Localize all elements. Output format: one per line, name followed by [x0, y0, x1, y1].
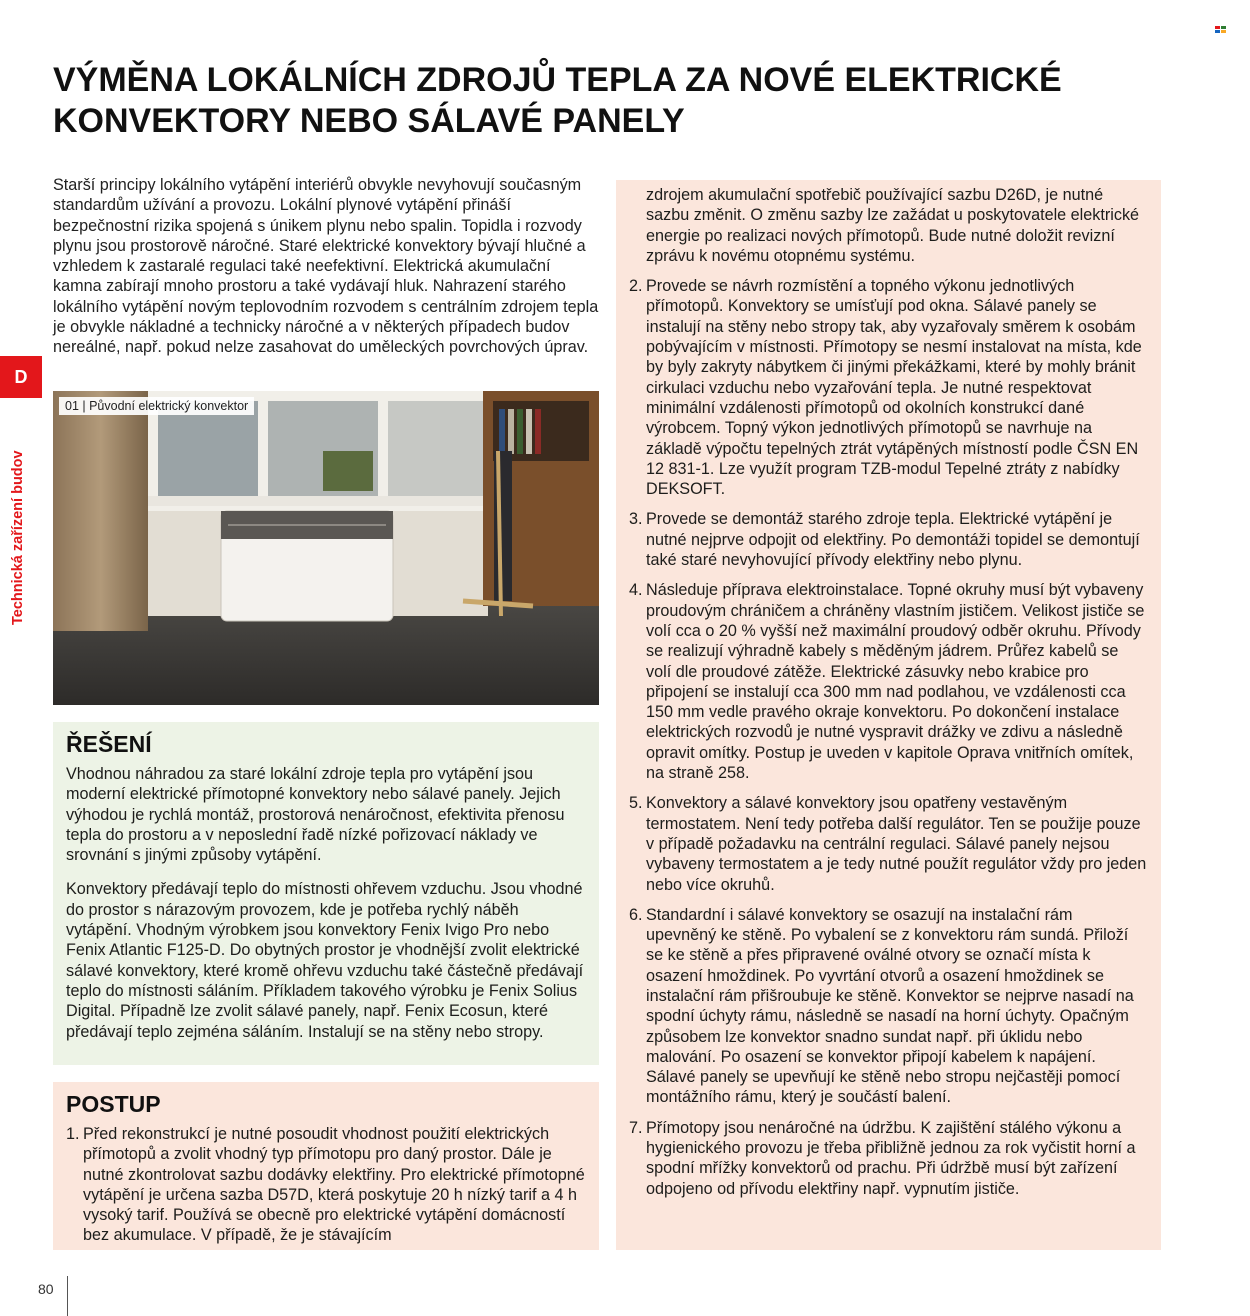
step-number: 5. [629, 794, 643, 813]
step-text: Následuje příprava elektroinstalace. Topné okruhy musí být vybaveny proudovým chráničem a chráněny vlastním jističem. Velikost jističe se volí cca o 20 % vyšší než maximální proudový odběr okruhu. Přívody se realizují výhradně kabely s měděným jádrem. Průřez kabelů se volí dle proudové zátěže. Elektrické zásuvky nebo krabice pro připojení se instalují cca 300 mm nad podlahou, ve vzdálenosti cca 150 mm vedle pravého okraje konvektoru. Po dokončení instalace elektrických rozvodů je nutné vyspravit drážky ve zdivu a následně opravit omítky. Postup je uveden v kapitole Oprava vnitřních omítek, na straně 258. [646, 581, 1145, 783]
step-number: 2. [629, 277, 643, 296]
page-number-rule [67, 1276, 68, 1316]
step-text: Před rekonstrukcí je nutné posoudit vhodnost použití elektrických přímotopů a zvolit vhodný typ přímotopu pro daný prostor. Dále je nutné zkontrolovat sazbu dodávky elektřiny. Pro elektrické přímotopné vytápění je určena sazba D57D, která poskytuje 20 h nízký tarif a 4 h vysoký tarif. Používá se obecně pro elektrické vytápění domácností bez akumulace. V případě, že je stávajícím [83, 1125, 585, 1245]
procedure-box-continued [616, 180, 1161, 1250]
figure-caption: 01 | Původní elektrický konvektor [59, 397, 254, 415]
procedure-list [629, 276, 1147, 1199]
step-text: Provede se demontáž starého zdroje tepla. Elektrické vytápění je nutné nejprve odpojit od elektřiny. Po demontáži topidel se demontují také staré nevyhovující přívody elektřiny nebo plynu. [646, 510, 1140, 570]
step-text: Provede se návrh rozmístění a topného výkonu jednotlivých přímotopů. Konvektory se umísťují pod okna. Sálavé panely se instalují na stěny nebo stropy tak, aby vyzařovaly směrem k osobám pobývajícím v místnosti. Přímotopy se nesmí instalovat na místa, kde by byly zakryty nábytkem či jinými překážkami, které by mohly bránit cirkulaci vzduchu nebo vyzařování tepla. Je nutné respektovat minimální vzdálenosti přímotopů od okolních konstrukcí dané výrobcem. Topný výkon jednotlivých přímotopů se navrhuje na základě výpočtu tepelných ztrát vytápěných místností podle ČSN EN 12 831-1. Lze využít program TZB-modul Tepelné ztráty z nabídky DEKSOFT. [646, 277, 1142, 499]
step-text: Konvektory a sálavé konvektory jsou opatřeny vestavěným termostatem. Není tedy potřeba další regulátor. Ten se použije pouze v případě požadavku na centrální regulaci. Sálavé panely nejsou vybaveny termostatem a je tedy nutné použít regulátor vždy pro jeden nebo více okruhů. [646, 794, 1147, 894]
page-number: 80 [38, 1281, 54, 1297]
procedure-list [66, 1124, 587, 1246]
step-number: 3. [629, 510, 643, 529]
solution-heading: ŘEŠENÍ [66, 731, 152, 757]
procedure-box [53, 1082, 599, 1250]
procedure-heading: POSTUP [66, 1091, 161, 1117]
convector-photo-illustration [53, 391, 599, 705]
step-continuation: zdrojem akumulační spotřebič používající sazbu D26D, je nutné sazbu změnit. O změnu sazby lze zažádat u poskytovatele elektrické energie po realizaci nových přímotopů. Bude nutné doložit revizní zprávu k novému otopnému systému. [646, 186, 1140, 265]
procedure-step [629, 1118, 1147, 1199]
procedure-step [629, 905, 1147, 1108]
figure-photo [53, 391, 599, 705]
intro-paragraph: Starší principy lokálního vytápění interiérů obvykle nevyhovují současným standardům užívání a provozu. Lokální plynové vytápění přináší bezpečnostní rizika spojená s únikem plynu nebo spalin. Topidla i rozvody plynu jsou prostorově náročné. Staré elektrické konvektory bývají hlučné a vzhledem k zastaralé regulaci také neefektivní. Elektrická akumulační kamna zabírají mnoho prostoru a také vydávají hluk. Nahrazení starého lokálního vytápění novým teplovodním rozvodem s centrálním zdrojem tepla je obvykle nákladné a technicky náročné a v některých případech budov nereálné, např. pokud nelze zasahovat do uměleckých povrchových úprav. [53, 176, 599, 357]
step-number: 1. [66, 1125, 80, 1143]
solution-paragraph: Konvektory předávají teplo do místnosti ohřevem vzduchu. Jsou vhodné do prostor s nárazovým provozem, kde je potřeba rychlý náběh vytápění. Vhodným výrobkem jsou konvektory Fenix Ivigo Pro nebo Fenix Atlantic F125-D. Do obytných prostor je vhodnější zvolit elektrické sálavé konvektory, které kromě ohřevu vzduchu také částečně předávají teplo do místnosti sáláním. Příkladem takového výrobku je Fenix Solius Digital. Případně lze zvolit sálavé panely, např. Fenix Ecosun, které předávají teplo zejména sáláním. Instalují se na stěny nebo stropy. [66, 880, 584, 1041]
step-number: 4. [629, 581, 643, 600]
procedure-step [629, 509, 1147, 570]
procedure-step [629, 276, 1147, 499]
solution-paragraph: Vhodnou náhradou za staré lokální zdroje tepla pro vytápění jsou moderní elektrické přímotopné konvektory nebo sálavé panely. Jejich výhodou je rychlá montáž, prostorová nenáročnost, efektivita přenosu tepla do prostoru a v neposlední řadě nízké pořizovací náklady ve srovnání s jinými způsoby vytápění. [66, 765, 565, 865]
step-number: 6. [629, 905, 643, 924]
publisher-logo-icon [1215, 26, 1227, 34]
chapter-label: Technická zařízení budov [10, 450, 26, 625]
step-number: 7. [629, 1118, 643, 1137]
step-text: Standardní i sálavé konvektory se osazují na instalační rám upevněný ke stěně. Po vybalení se z konvektoru rám sundá. Přiloží se ke stěně a přes připravené oválné otvory se označí místa k osazení hmoždinek. Po vyvrtání otvorů a osazení hmoždinek se instalační rám přišroubuje ke stěně. Konvektor se nejprve nasadí na spodní úchyty rámu, následně se nasadí na horní úchyty. Opačným způsobem lze konvektor snadno sundat např. při úklidu nebo malování. Po osazení se konvektor připojí kabelem k napájení. Sálavé panely se upevňují ke stěně nebo stropu nejčastěji pomocí montážního rámu, který je součástí balení. [646, 905, 1134, 1107]
solution-box [53, 722, 599, 1065]
procedure-step [629, 580, 1147, 783]
procedure-step [629, 793, 1147, 894]
step-text: Přímotopy jsou nenáročné na údržbu. K zajištění stálého výkonu a hygienického provozu je třeba přibližně jednou za rok vyčistit horní a spodní mřížky konvektorů od prachu. Při údržbě musí být zařízení odpojeno od přívodu elektřiny např. vypnutím jističe. [646, 1118, 1136, 1198]
chapter-letter: D [14, 366, 28, 387]
chapter-tab [0, 356, 42, 398]
procedure-step [66, 1124, 587, 1246]
page-title: VÝMĚNA LOKÁLNÍCH ZDROJŮ TEPLA ZA NOVÉ ELEKTRICKÉ KONVEKTORY NEBO SÁLAVÉ PANELY [53, 61, 1062, 140]
